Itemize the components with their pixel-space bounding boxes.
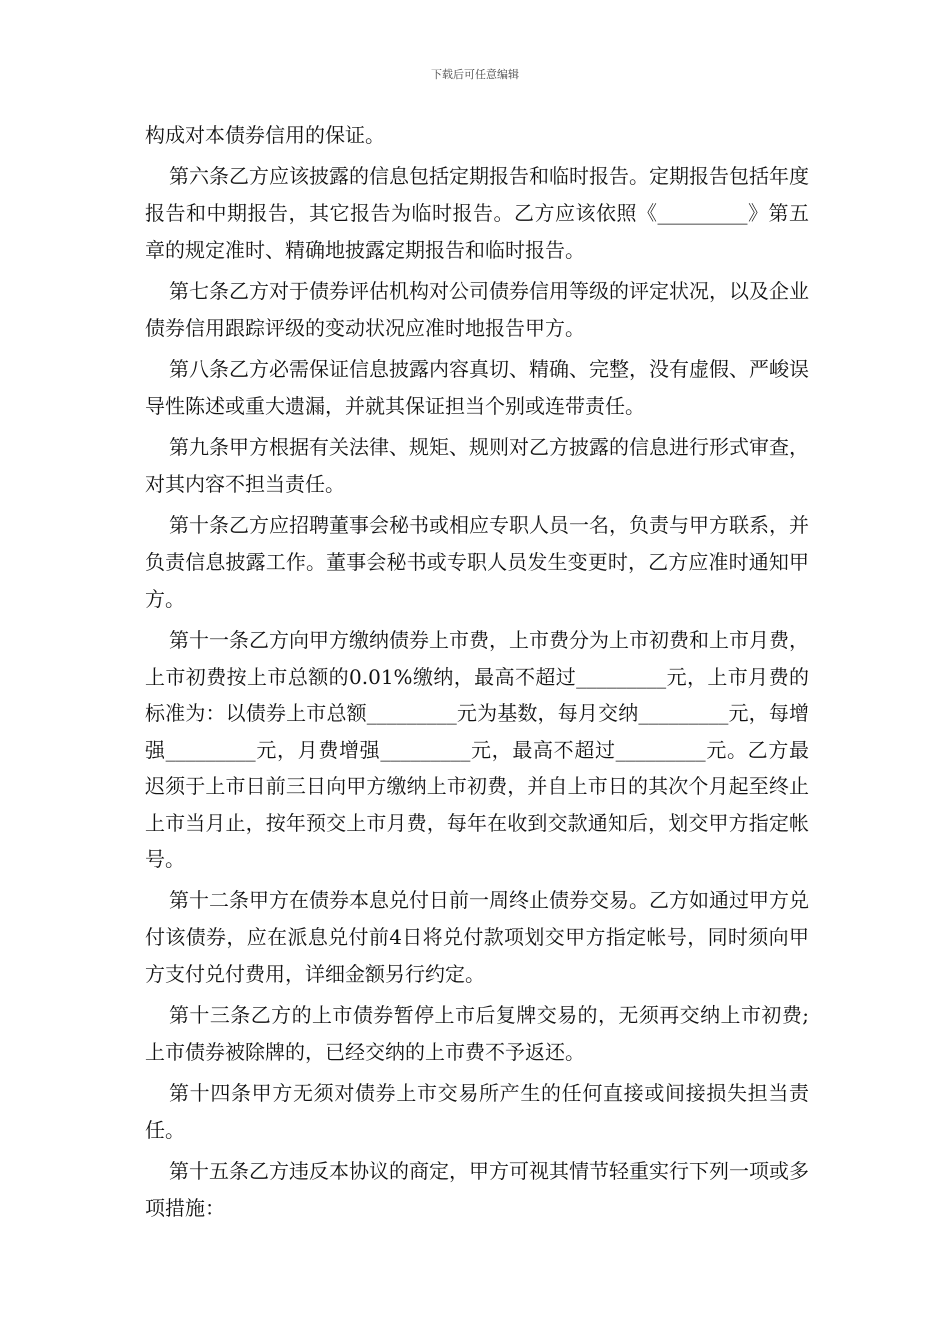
paragraph-article-14: 第十四条甲方无须对债券上市交易所产生的任何直接或间接损失担当责任。 bbox=[145, 1080, 809, 1142]
paragraph-article-9: 第九条甲方根据有关法律、规矩、规则对乙方披露的信息进行形式审查，对其内容不担当责任。 bbox=[145, 435, 809, 496]
paragraph-article-11: 第十一条乙方向甲方缴纳债券上市费，上市费分为上市初费和上市月费，上市初费按上市总额的0.01%缴纳，最高不超过_________元，上市月费的标准为：以债券上市总额_________元为基数，每月交纳_________元，每增强_________元，月费增强_________元，最高不超过_________元。乙方最迟须于上市日前三日向甲方缴纳上市初费，并自上市日的其次个月起至终止上市当月止，按年预交上市月费，每年在收到交款通知后，划交甲方指定帐号。 bbox=[145, 628, 809, 871]
page-header: 下载后可任意编辑 bbox=[431, 68, 519, 81]
paragraph-article-12: 第十二条甲方在债券本息兑付日前一周终止债券交易。乙方如通过甲方兑付该债券，应在派息兑付前4日将兑付款项划交甲方指定帐号，同时须向甲方支付兑付费用，详细金额另行约定。 bbox=[145, 887, 809, 986]
paragraph-article-13: 第十三条乙方的上市债券暂停上市后复牌交易的，无须再交纳上市初费;上市债券被除牌的，已经交纳的上市费不予返还。 bbox=[145, 1002, 809, 1064]
document-body bbox=[145, 117, 809, 1231]
paragraph-intro: 构成对本债券信用的保证。 bbox=[145, 123, 385, 147]
paragraph-article-6: 第六条乙方应该披露的信息包括定期报告和临时报告。定期报告包括年度报告和中期报告，其它报告为临时报告。乙方应该依照《_________》第五章的规定准时、精确地披露定期报告和临时报告。 bbox=[145, 164, 809, 262]
paragraph-article-8: 第八条乙方必需保证信息披露内容真切、精确、完整，没有虚假、严峻误导性陈述或重大遗漏，并就其保证担当个别或连带责任。 bbox=[145, 357, 809, 418]
paragraph-article-15: 第十五条乙方违反本协议的商定，甲方可视其情节轻重实行下列一项或多项措施： bbox=[145, 1158, 809, 1220]
paragraph-article-7: 第七条乙方对于债券评估机构对公司债券信用等级的评定状况，以及企业债券信用跟踪评级的变动状况应准时地报告甲方。 bbox=[145, 279, 809, 340]
paragraph-article-10: 第十条乙方应招聘董事会秘书或相应专职人员一名，负责与甲方联系，并负责信息披露工作。董事会秘书或专职人员发生变更时，乙方应准时通知甲方。 bbox=[145, 513, 809, 611]
